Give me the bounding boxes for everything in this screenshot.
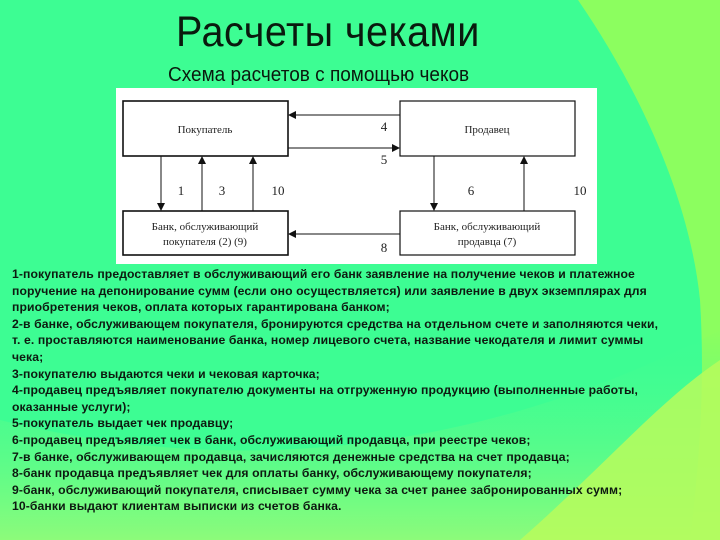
step-item: 10-банки выдают клиентам выписки из счетов банка. bbox=[12, 499, 342, 514]
buyer-bank-label-line2: покупателя (2) (9) bbox=[163, 236, 247, 248]
step-item: 3-покупателю выдаются чеки и чековая карточка; bbox=[12, 366, 320, 381]
step-item: 8-банк продавца предъявляет чек для оплаты банку, обслуживающему покупателя; bbox=[12, 466, 532, 481]
seller-bank-label-line1: Банк, обслуживающий bbox=[433, 221, 541, 233]
steps-list bbox=[12, 266, 668, 515]
seller-bank-label-line2: продавца (7) bbox=[457, 236, 517, 248]
edge-label-6: 6 bbox=[467, 183, 475, 198]
step-item: 6-продавец предъявляет чек в банк, обслуживающий продавца, при реестре чеков; bbox=[12, 432, 531, 447]
diagram-subtitle: Схема расчетов с помощью чеков bbox=[168, 64, 470, 86]
step-item: 2-в банке, обслуживающем покупателя, бронируются средства на отдельном счете и заполняются чеки, т. е. проставляются наименование банка, номер лицевого счета, название чекодателя и лимит суммы чека; bbox=[12, 316, 659, 364]
edge-label-10-seller: 10 bbox=[573, 183, 587, 198]
check-settlement-diagram bbox=[116, 88, 597, 264]
page-title: Расчеты чеками bbox=[176, 8, 480, 56]
step-item: 9-банк, обслуживающий покупателя, списывает сумму чека за счет ранее забронированных сумм; bbox=[12, 482, 623, 497]
edge-label-8: 8 bbox=[380, 240, 388, 255]
edge-label-5: 5 bbox=[380, 152, 388, 167]
buyer-bank-box bbox=[123, 211, 288, 255]
buyer-label: Покупатель bbox=[177, 124, 233, 136]
step-item: 7-в банке, обслуживающем продавца, зачисляются денежные средства на счет продавца; bbox=[12, 449, 570, 464]
edge-label-1: 1 bbox=[177, 183, 185, 198]
seller-label: Продавец bbox=[464, 124, 510, 136]
edge-label-10-buyer: 10 bbox=[271, 183, 285, 198]
step-item: 5-покупатель выдает чек продавцу; bbox=[12, 416, 234, 431]
step-item: 4-продавец предъявляет покупателю документы на отгруженную продукцию (выполненные работы, оказанные услуги); bbox=[12, 383, 638, 414]
edge-label-3: 3 bbox=[218, 183, 226, 198]
step-item: 1-покупатель предоставляет в обслуживающий его банк заявление на получение чеков и платежное поручение на депонирование сумм (если оно осуществляется) или заявление в двух экземплярах для приобретения чеков, оплата которых гарантирована банком; bbox=[12, 267, 647, 315]
edge-label-4: 4 bbox=[380, 119, 388, 134]
seller-bank-box bbox=[400, 211, 575, 255]
buyer-bank-label-line1: Банк, обслуживающий bbox=[151, 221, 259, 233]
